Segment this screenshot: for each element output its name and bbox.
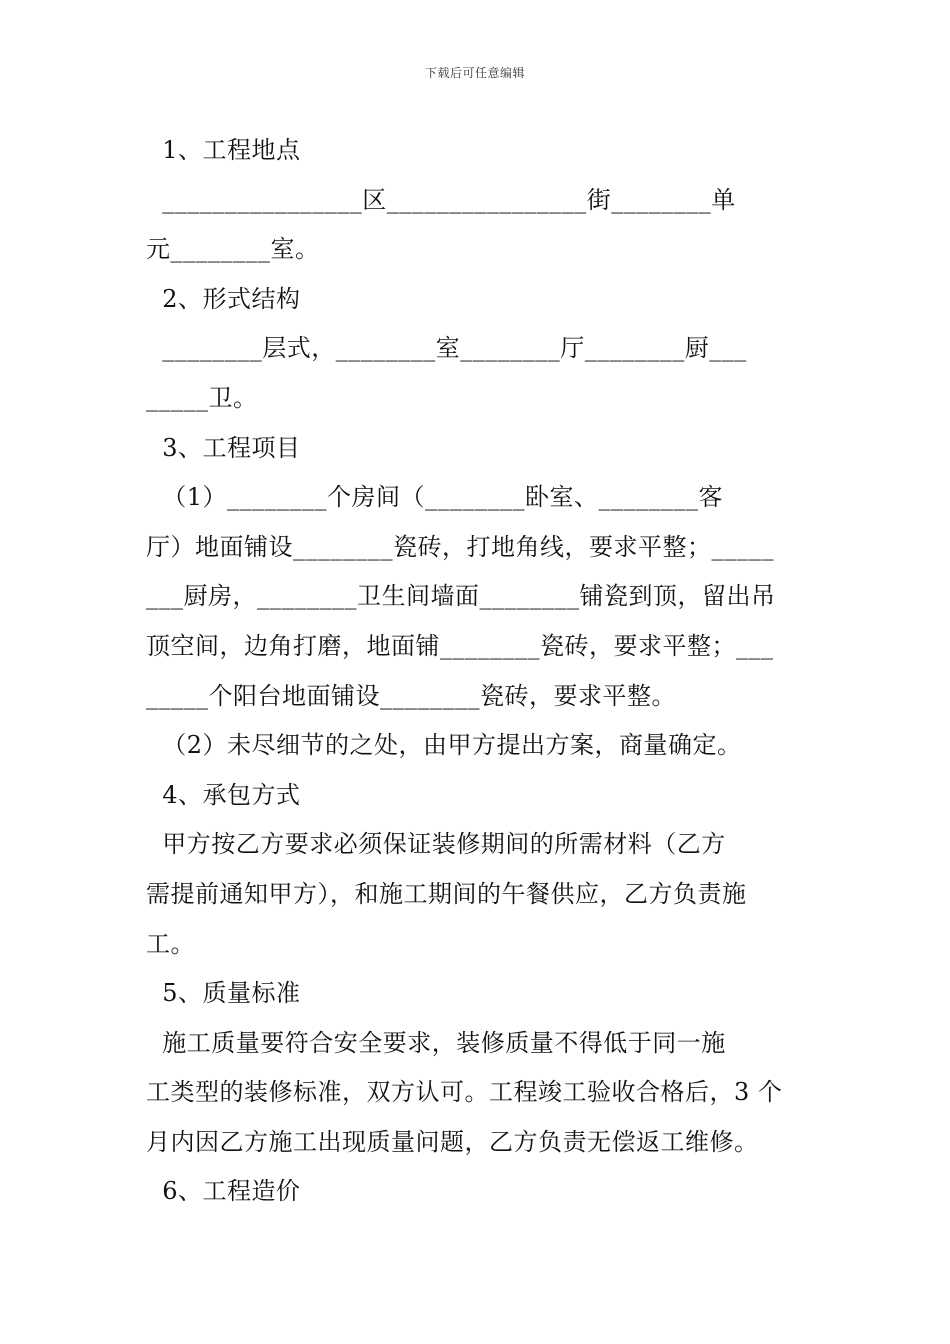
text-line: 工类型的装修标准，双方认可。工程竣工验收合格后，3 个 (146, 1078, 783, 1107)
section-heading-structure: 2、形式结构 (146, 284, 301, 313)
text-line: ________________区________________街________单 (146, 185, 736, 214)
text-line: 施工质量要符合安全要求，装修质量不得低于同一施 (146, 1028, 726, 1057)
document-body (146, 126, 808, 1217)
section-heading-cost: 6、工程造价 (146, 1177, 301, 1206)
text-line: 月内因乙方施工出现质量问题，乙方负责无偿返工维修。 (146, 1127, 759, 1156)
section-heading-location: 1、工程地点 (146, 136, 301, 164)
text-line: _____个阳台地面铺设________瓷砖，要求平整。 (146, 681, 676, 710)
text-line: 需提前通知甲方），和施工期间的午餐供应，乙方负责施 (146, 879, 747, 908)
text-line: （2）未尽细节的之处，由甲方提出方案，商量确定。 (146, 731, 742, 760)
text-line: 厅）地面铺设________瓷砖，打地角线，要求平整；_____ (146, 532, 774, 561)
text-line: 甲方按乙方要求必须保证装修期间的所需材料（乙方 (146, 830, 726, 859)
text-line: 元________室。 (146, 235, 320, 264)
text-line: 工。 (146, 929, 195, 958)
section-heading-quality: 5、质量标准 (146, 979, 301, 1008)
section-heading-project: 3、工程项目 (146, 433, 301, 462)
page-header: 下载后可任意编辑 (424, 66, 525, 80)
text-line: （1）________个房间（________卧室、________客 (146, 483, 724, 512)
text-line: 顶空间，边角打磨，地面铺________瓷砖，要求平整；___ (146, 631, 774, 660)
text-line: ________层式，________室________厅________厨___ (146, 334, 747, 363)
text-line: _____卫。 (146, 383, 258, 412)
text-line: ___厨房，________卫生间墙面________铺瓷到顶，留出吊 (146, 582, 776, 611)
section-heading-contract-method: 4、承包方式 (146, 780, 301, 809)
